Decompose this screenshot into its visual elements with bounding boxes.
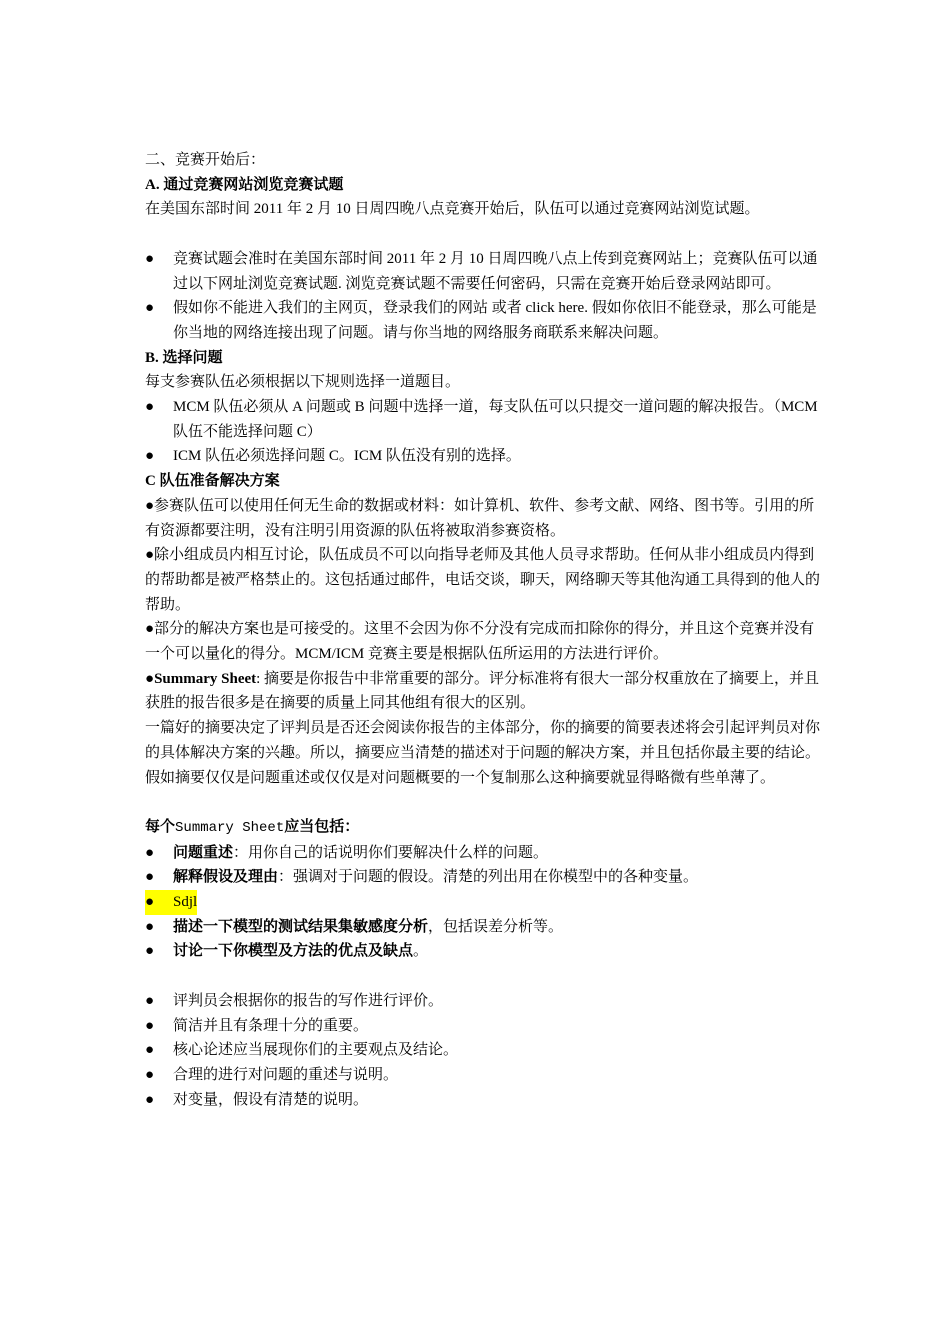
paragraph: ●部分的解决方案也是可接受的。这里不会因为你不分没有完成而扣除你的得分，并且这个竞赛并没有一个可以量化的得分。MCM/ICM 竞赛主要是根据队伍所运用的方法进行评价。 [145, 621, 815, 663]
item-text: ：用你自己的话说明你们要解决什么样的问题。 [233, 844, 549, 861]
list-item [145, 939, 820, 964]
item-text: 。 [413, 943, 429, 960]
bullet-icon: ● [145, 943, 155, 960]
item-label: 描述一下模型的测试结果集敏感度分析 [173, 918, 429, 935]
item-text: ：强调对于问题的假设。清楚的列出用在你模型中的各种变量。 [278, 869, 699, 886]
bullet-icon: ● [145, 250, 155, 267]
intro-mono: Summary Sheet [175, 819, 285, 836]
bullet-icon: ● [145, 992, 155, 1009]
list-item [145, 247, 820, 296]
list-item-text: 评判员会根据你的报告的写作进行评价。 [173, 992, 444, 1009]
list-item-text [173, 939, 820, 964]
item-text: ，包括误差分析等。 [428, 918, 564, 935]
intro-a: 在美国东部时间 2011 年 2 月 10 日周四晚八点竞赛开始后，队伍可以通过竞赛网站浏览试题。 [145, 201, 760, 218]
bullet-icon: ● [145, 918, 155, 935]
item-label: 问题重述 [173, 844, 234, 861]
list-item-text: ICM 队伍必须选择问题 C。ICM 队伍没有别的选择。 [173, 448, 521, 465]
list-item [145, 841, 820, 866]
bullet-icon: ● [145, 1066, 155, 1083]
list-item [145, 1088, 820, 1113]
list-item [145, 1038, 820, 1063]
bullet-icon: ● [145, 844, 155, 861]
blank-line [145, 964, 820, 989]
bullet-icon: ● [145, 448, 155, 465]
list-item [145, 395, 820, 444]
bullet-icon: ● [145, 399, 155, 416]
blank-line [145, 222, 820, 247]
list-item [145, 296, 820, 345]
highlighted-item [145, 890, 197, 915]
heading-a: A. 通过竞赛网站浏览竞赛试题 [145, 176, 344, 193]
summary-sheet-paragraph [145, 667, 820, 716]
item-text: Sdjl [173, 894, 198, 911]
list-item [145, 444, 820, 469]
list-item [145, 865, 820, 890]
summary-sheet-text: : 摘要是你报告中非常重要的部分。评分标准将有很大一部分权重放在了摘要上，并且获胜的报告很多是在摘要的质量上同其他组有很大的区别。 [145, 670, 820, 712]
list-item-text: 对变量，假设有清楚的说明。 [173, 1091, 369, 1108]
intro-post: 应当包括： [284, 818, 360, 835]
list-item-highlighted [145, 890, 820, 915]
list-item [145, 1063, 820, 1088]
list-item [145, 989, 820, 1014]
bullet-icon: ● [145, 1091, 155, 1108]
list-item-text: 假如你不能进入我们的主网页，登录我们的网站 或者 click here. 假如你依旧不能登录，那么可能是你当地的网络连接出现了问题。请与你当地的网络服务商联系来解决问题。 [173, 300, 817, 341]
bullet-icon: ● [145, 670, 155, 687]
list-item-text: 简洁并且有条理十分的重要。 [173, 1017, 369, 1034]
bullet-icon: ● [145, 1042, 155, 1059]
bullet-icon: ● [145, 1017, 155, 1034]
paragraph: ●参赛队伍可以使用任何无生命的数据或材料：如计算机、软件、参考文献、网络、图书等。引用的所有资源都要注明，没有注明引用资源的队伍将被取消参赛资格。 [145, 497, 815, 539]
paragraph: ●除小组成员内相互讨论，队伍成员不可以向指导老师及其他人员寻求帮助。任何从非小组成员内得到的帮助都是被严格禁止的。这包括通过邮件，电话交谈，聊天，网络聊天等其他沟通工具得到的他人的帮助。 [145, 547, 821, 613]
list-item-text [173, 841, 820, 866]
list-item [145, 915, 820, 940]
bullet-icon: ● [145, 869, 155, 886]
item-label: 解释假设及理由 [173, 869, 279, 886]
intro-b: 每支参赛队伍必须根据以下规则选择一道题目。 [145, 374, 461, 391]
list-item-text: 合理的进行对问题的重述与说明。 [173, 1066, 399, 1083]
heading-b: B. 选择问题 [145, 349, 223, 366]
list-item-text [173, 915, 820, 940]
summary-contents-intro [145, 815, 820, 841]
list-item-text [173, 865, 820, 890]
list-item-text: 竞赛试题会准时在美国东部时间 2011 年 2 月 10 日周四晚八点上传到竞赛网站上；竞赛队伍可以通过以下网址浏览竞赛试题. 浏览竞赛试题不需要任何密码，只需在竞赛开始后登录网站即可。 [173, 250, 818, 292]
item-label: 讨论一下你模型及方法的优点及缺点 [173, 943, 414, 960]
paragraph: 一篇好的摘要决定了评判员是否还会阅读你报告的主体部分，你的摘要的简要表述将会引起评判员对你的具体解决方案的兴趣。所以，摘要应当清楚的描述对于问题的解决方案，并且包括你最主要的结论。假如摘要仅仅是问题重述或仅仅是对问题概要的一个复制那么这种摘要就显得略微有些单薄了。 [145, 720, 821, 786]
bullet-icon: ● [145, 894, 155, 911]
list-item-text: MCM 队伍必须从 A 问题或 B 问题中选择一道，每支队伍可以只提交一道问题的解决报告。（MCM 队伍不能选择问题 C） [173, 399, 818, 440]
list-item-text: 核心论述应当展现你们的主要观点及结论。 [173, 1042, 459, 1059]
heading-c: C 队伍准备解决方案 [145, 473, 280, 490]
summary-sheet-label: Summary Sheet [154, 670, 257, 687]
list-item [145, 1014, 820, 1039]
document-page [145, 148, 820, 1112]
blank-line [145, 790, 820, 815]
bullet-icon: ● [145, 300, 155, 317]
section-title: 二、竞赛开始后： [145, 152, 266, 168]
intro-pre: 每个 [145, 818, 176, 835]
